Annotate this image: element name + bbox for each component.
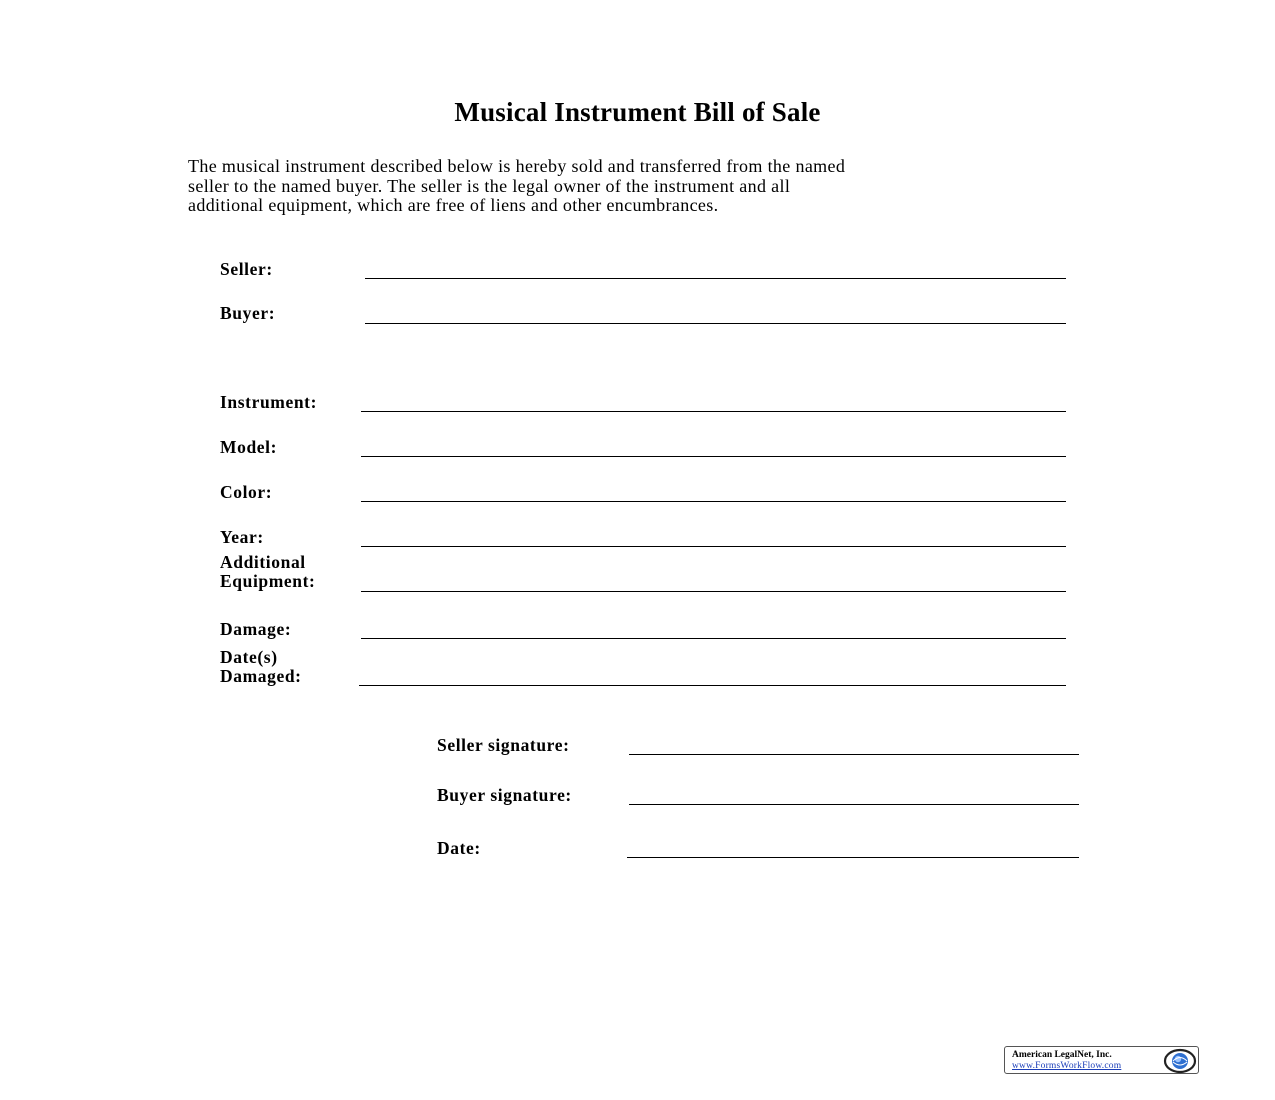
- date-label: Date:: [437, 838, 481, 858]
- document-title: Musical Instrument Bill of Sale: [454, 97, 821, 127]
- seller-label: Seller:: [220, 259, 273, 279]
- color-field-line[interactable]: [361, 501, 1066, 502]
- globe-logo-icon: [1161, 1048, 1199, 1074]
- buyer-signature-line[interactable]: [629, 804, 1079, 805]
- color-label: Color:: [220, 482, 273, 502]
- footer-badge: [1004, 1046, 1199, 1074]
- instrument-field-line[interactable]: [361, 411, 1066, 412]
- buyer-label: Buyer:: [220, 303, 276, 323]
- footer-company: American LegalNet, Inc.: [1012, 1050, 1112, 1060]
- intro-paragraph: [188, 157, 1088, 216]
- additional-equipment-field-line[interactable]: [361, 591, 1066, 592]
- intro-line-2: seller to the named buyer. The seller is the legal owner of the instrument and all: [188, 175, 791, 196]
- seller-signature-label: Seller signature:: [437, 735, 570, 755]
- intro-line-1: The musical instrument described below is hereby sold and transferred from the named: [188, 156, 846, 176]
- instrument-label: Instrument:: [220, 392, 318, 412]
- dates-damaged-field-line[interactable]: [359, 685, 1066, 686]
- footer-url-link[interactable]: www.FormsWorkFlow.com: [1012, 1061, 1122, 1071]
- damage-field-line[interactable]: [361, 638, 1066, 639]
- additional-equipment-label-line-1: Additional: [220, 552, 306, 572]
- year-field-line[interactable]: [361, 546, 1066, 547]
- dates-damaged-label-line-1: Date(s): [220, 647, 278, 667]
- date-field-line[interactable]: [627, 857, 1079, 858]
- buyer-signature-label: Buyer signature:: [437, 785, 572, 805]
- model-label: Model:: [220, 437, 278, 457]
- model-field-line[interactable]: [361, 456, 1066, 457]
- year-label: Year:: [220, 527, 264, 547]
- buyer-field-line[interactable]: [365, 323, 1066, 324]
- damage-label: Damage:: [220, 619, 292, 639]
- seller-field-line[interactable]: [365, 278, 1066, 279]
- intro-line-3: additional equipment, which are free of liens and other encumbrances.: [188, 195, 719, 215]
- seller-signature-line[interactable]: [629, 754, 1079, 755]
- dates-damaged-label-line-2: Damaged:: [220, 666, 302, 686]
- additional-equipment-label-line-2: Equipment:: [220, 571, 316, 591]
